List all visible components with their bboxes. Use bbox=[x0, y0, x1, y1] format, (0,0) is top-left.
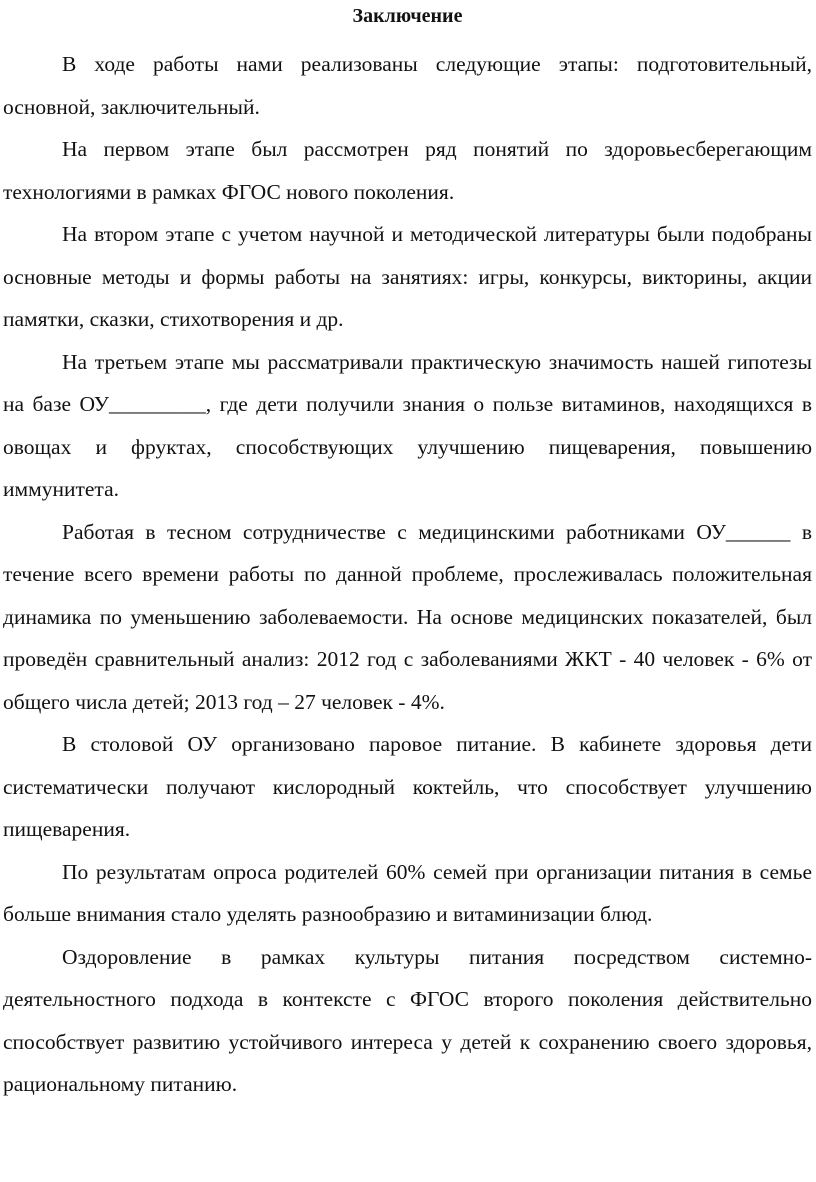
paragraph-first-stage: На первом этапе был рассмотрен ряд понятий по здоровьесберегающим технологиями в рамках ФГОС нового поколения. bbox=[3, 137, 812, 204]
paragraph-parents-survey: По результатам опроса родителей 60% семей при организации питания в семье больше внимания стало уделять разнообразию и витаминизации блюд. bbox=[3, 859, 812, 926]
document-title: Заключение bbox=[352, 5, 463, 27]
paragraph-stages: В ходе работы нами реализованы следующие этапы: подготовительный, основной, заключительный. bbox=[3, 52, 812, 119]
paragraph-second-stage: На втором этапе с учетом научной и методической литературы были подобраны основные методы и формы работы на занятиях: игры, конкурсы, викторины, акции памятки, сказки, стихотворения и др. bbox=[3, 222, 812, 331]
paragraph-conclusion: Оздоровление в рамках культуры питания посредством системно-деятельностного подхода в контексте с ФГОС второго поколения действительно способствует развитию устойчивого интереса у детей к сохранению своего здоровья, рациональному питанию. bbox=[3, 944, 812, 1096]
paragraph-canteen: В столовой ОУ организовано паровое питание. В кабинете здоровья дети систематически получают кислородный коктейль, что способствует улучшению пищеварения. bbox=[3, 732, 812, 841]
paragraph-third-stage: На третьем этапе мы рассматривали практическую значимость нашей гипотезы на базе ОУ_________, где дети получили знания о пользе витаминов, находящихся в овощах и фруктах, способствующих улучшению пищеварения, повышению иммунитета. bbox=[3, 349, 812, 501]
paragraph-medical-analysis: Работая в тесном сотрудничестве с медицинскими работниками ОУ______ в течение всего времени работы по данной проблеме, прослеживалась положительная динамика по уменьшению заболеваемости. На основе медицинских показателей, был проведён сравнительный анализ: 2012 год с заболеваниями ЖКТ - 40 человек - 6% от общего числа детей; 2013 год – 27 человек - 4%. bbox=[3, 519, 812, 714]
